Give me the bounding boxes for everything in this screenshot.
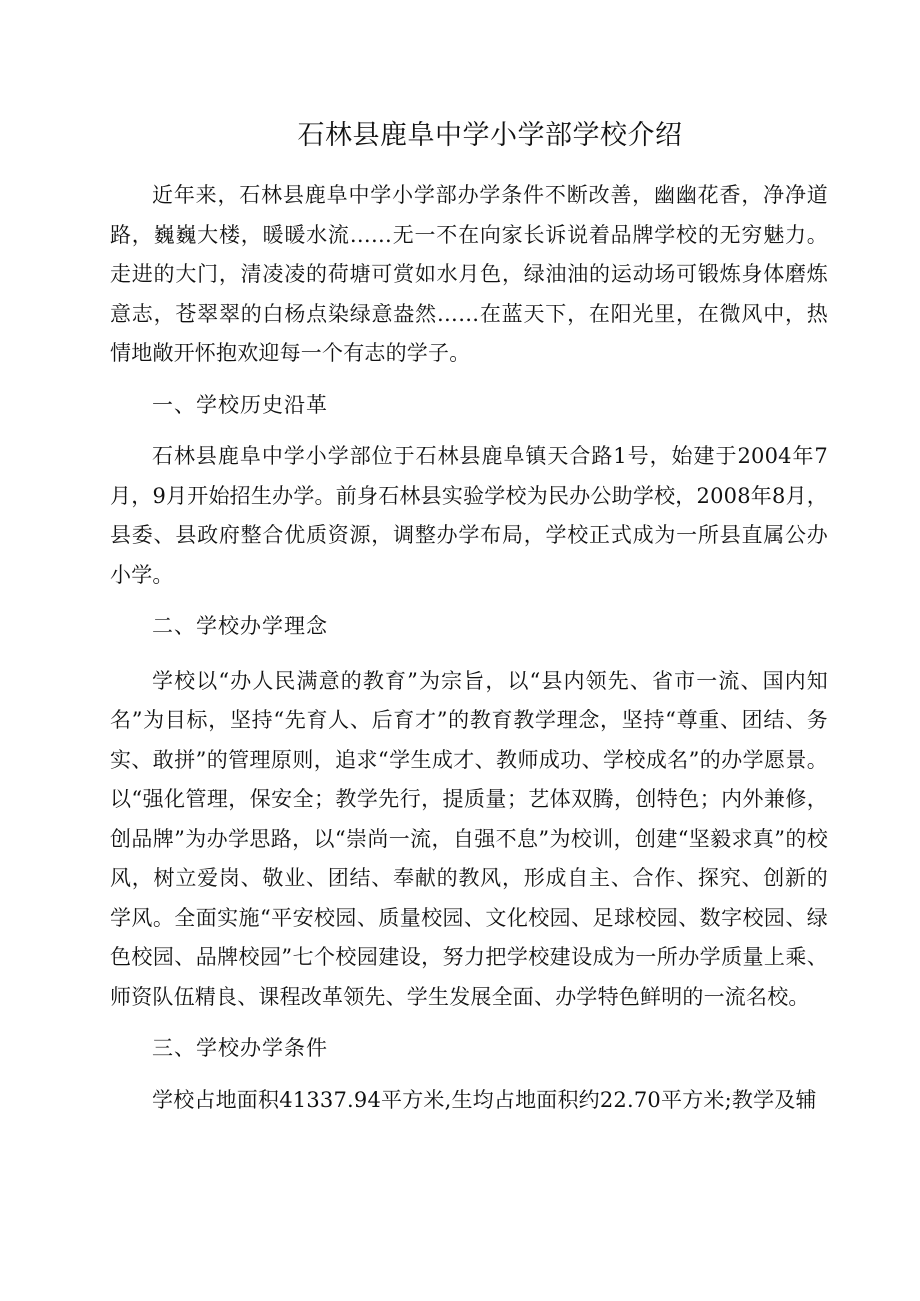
document-body bbox=[110, 176, 828, 1120]
section-heading-conditions: 三、学校办学条件 bbox=[152, 1036, 328, 1060]
section-paragraph-conditions: 学校占地面积41337.94平方米,生均占地面积约22.70平方米;教学及辅 bbox=[152, 1087, 817, 1112]
section-heading-philosophy: 二、学校办学理念 bbox=[152, 614, 328, 638]
section-heading-history: 一、学校历史沿革 bbox=[152, 392, 328, 417]
section-paragraph-history: 石林县鹿阜中学小学部位于石林县鹿阜镇天合路1号，始建于2004年7月，9月开始招生办学。前身石林县实验学校为民办公助学校，2008年8月，县委、县政府整合优质资源，调整办学布局，学校正式成为一所县直属公办小学。 bbox=[110, 444, 828, 587]
document-title: 石林县鹿阜中学小学部学校介绍 bbox=[297, 120, 683, 151]
intro-paragraph: 近年来，石林县鹿阜中学小学部办学条件不断改善，幽幽花香，净净道路，巍巍大楼，暖暖水流……无一不在向家长诉说着品牌学校的无穷魅力。走进的大门，清凌凌的荷塘可赏如水月色，绿油油的运动场可锻炼身体磨炼意志，苍翠翠的白杨点染绿意盎然……在蓝天下，在阳光里，在微风中，热情地敞开怀抱欢迎每一个有志的学子。 bbox=[110, 183, 828, 365]
section-paragraph-philosophy: 学校以“办人民满意的教育”为宗旨，以“县内领先、省市一流、国内知名”为目标，坚持“先育人、后育才”的教育教学理念，坚持“尊重、团结、务实、敢拼”的管理原则，追求“学生成才、教师成功、学校成名”的办学愿景。以“强化管理，保安全；教学先行，提质量；艺体双腾，创特色；内外兼修，创品牌”为办学思路，以“崇尚一流，自强不息”为校训，创建“坚毅求真”的校风，树立爱岗、敬业、团结、奉献的教风，形成自主、合作、探究、创新的学风。全面实施“平安校园、质量校园、文化校园、足球校园、数字校园、绿色校园、品牌校园”七个校园建设，努力把学校建设成为一所办学质量上乘、师资队伍精良、课程改革领先、学生发展全面、办学特色鲜明的一流名校。 bbox=[110, 668, 828, 1009]
